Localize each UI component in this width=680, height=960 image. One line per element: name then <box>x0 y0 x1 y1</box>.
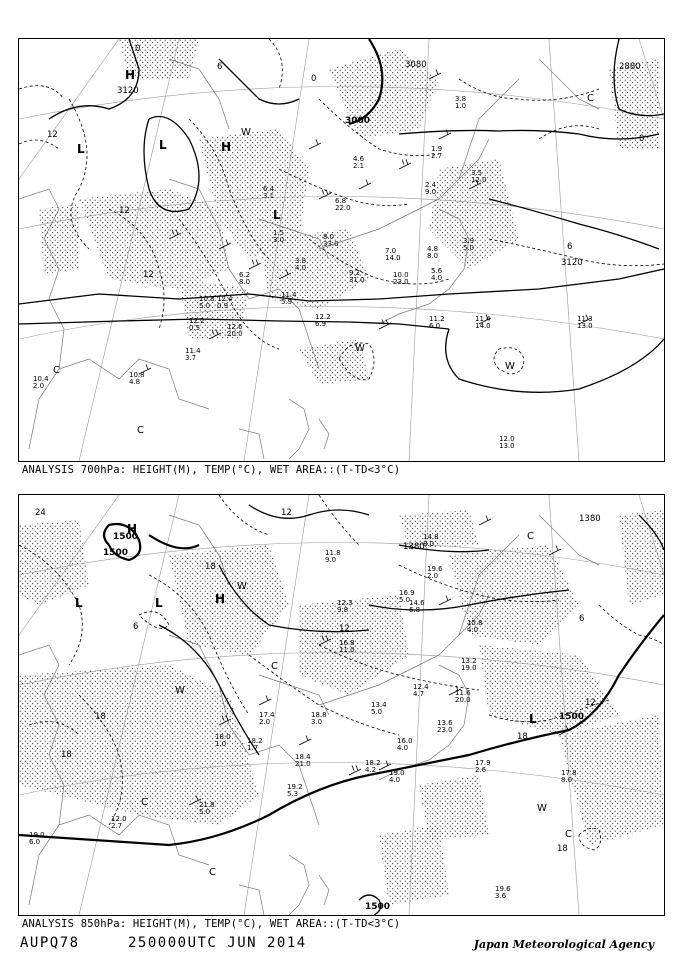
station-plot <box>455 95 466 110</box>
contour-label: 3000 <box>345 116 371 126</box>
station-temperature: 12.4 <box>413 683 429 691</box>
isotherm-label: 18 <box>95 712 106 722</box>
station-dewpoint-depression: 5.0 <box>199 808 211 816</box>
station-plot <box>371 701 387 716</box>
station-temperature: 2.4 <box>425 181 437 189</box>
station-plot <box>495 885 511 900</box>
station-temperature: 13.4 <box>371 701 387 709</box>
cold-center-marker: C <box>271 661 278 672</box>
isotherm-label: 18 <box>517 732 528 742</box>
station-temperature: 10.0 <box>393 271 409 279</box>
station-dewpoint-depression: 6.0 <box>29 838 41 846</box>
station-temperature: 16.0 <box>397 737 413 745</box>
station-dewpoint-depression: 5.0 <box>463 244 475 252</box>
analysis-700hpa-map <box>18 38 665 462</box>
station-plot <box>463 237 474 252</box>
station-dewpoint-depression: 1.0 <box>215 740 227 748</box>
panel-850hpa-caption: ANALYSIS 850hPa: HEIGHT(M), TEMP(°C), WET AREA::(T-TD<3°C) <box>22 918 401 930</box>
station-plot <box>455 689 471 704</box>
station-temperature: 6.4 <box>263 185 275 193</box>
station-temperature: 18.2 <box>247 737 263 745</box>
warm-center-marker: W <box>505 361 515 372</box>
station-temperature: 3.8 <box>455 95 467 103</box>
station-dewpoint-depression: 13.0 <box>577 322 593 330</box>
station-temperature: 19.0 <box>29 831 45 839</box>
station-dewpoint-depression: 2.0 <box>259 718 271 726</box>
high-pressure-marker: H <box>125 68 136 82</box>
station-dewpoint-depression: 5.9 <box>281 298 293 306</box>
station-plot <box>335 197 351 212</box>
station-dewpoint-depression: 3.6 <box>495 892 507 900</box>
station-dewpoint-depression: 8.0 <box>561 776 573 784</box>
station-dewpoint-depression: 4.0 <box>431 274 443 282</box>
station-dewpoint-depression: 1.7 <box>247 744 259 752</box>
station-dewpoint-depression: 6.9 <box>315 320 327 328</box>
station-dewpoint-depression: 2.0 <box>427 572 439 580</box>
station-temperature: 19.0 <box>389 769 405 777</box>
contour-label: 1500 <box>365 902 391 912</box>
station-plot <box>577 315 593 330</box>
station-plot <box>475 315 491 330</box>
analysis-850hpa-map <box>18 494 665 916</box>
station-plot <box>389 769 405 784</box>
station-dewpoint-depression: 4.0 <box>295 264 307 272</box>
station-dewpoint-depression: 4.0 <box>389 776 401 784</box>
station-temperature: 14.8 <box>423 533 439 541</box>
contour-label: 1500 <box>559 712 585 722</box>
station-dewpoint-depression: 6.0 <box>429 322 441 330</box>
station-dewpoint-depression: 2.0 <box>33 382 45 390</box>
station-plot <box>409 599 425 614</box>
station-temperature: 12.0 <box>499 435 515 443</box>
station-dewpoint-depression: 21.0 <box>295 760 311 768</box>
station-dewpoint-depression: 4.0 <box>467 626 479 634</box>
station-plot <box>437 719 453 734</box>
station-plot <box>365 759 381 774</box>
station-plot <box>295 257 306 272</box>
contour-label: 3120 <box>117 86 139 96</box>
station-dewpoint-depression: 14.0 <box>385 254 401 262</box>
station-dewpoint-depression: 0.5 <box>189 324 201 332</box>
station-dewpoint-depression: 2.7 <box>431 152 443 160</box>
contour-label: 1500 <box>113 532 139 542</box>
station-dewpoint-depression: 2.7 <box>111 822 123 830</box>
station-temperature: 1.5 <box>273 229 285 237</box>
station-dewpoint-depression: 8.0 <box>423 540 435 548</box>
warm-center-marker: W <box>537 803 547 814</box>
warm-center-marker: W <box>175 685 185 696</box>
low-pressure-marker: L <box>75 596 83 610</box>
station-dewpoint-depression: 8.0 <box>427 252 439 260</box>
station-dewpoint-depression: 1.0 <box>455 102 467 110</box>
station-temperature: 13.2 <box>461 657 477 665</box>
station-dewpoint-depression: 4.8 <box>129 378 141 386</box>
station-temperature: 9.2 <box>349 269 361 277</box>
station-temperature: 18.2 <box>365 759 381 767</box>
station-plot <box>431 267 443 282</box>
station-temperature: 12.6 <box>227 323 243 331</box>
station-temperature: 17.9 <box>475 759 491 767</box>
isotherm-label: 12 <box>143 270 154 280</box>
isotherm-label: 12 <box>119 206 130 216</box>
station-dewpoint-depression: 23.0 <box>437 726 453 734</box>
station-temperature: 12.2 <box>315 313 331 321</box>
map-850hpa-svg <box>19 495 664 915</box>
station-dewpoint-depression: 3.1 <box>263 192 275 200</box>
station-dewpoint-depression: 5.0 <box>399 596 411 604</box>
station-plot <box>393 271 409 286</box>
cold-center-marker: C <box>53 365 60 376</box>
station-temperature: 21.8 <box>199 801 215 809</box>
station-temperature: 10.8 <box>129 371 145 379</box>
station-plot <box>475 759 491 774</box>
station-temperature: 6.2 <box>239 271 251 279</box>
station-temperature: 3.8 <box>295 257 307 265</box>
station-temperature: 5.6 <box>431 267 443 275</box>
station-temperature: 11.3 <box>577 315 593 323</box>
cold-center-marker: C <box>565 829 572 840</box>
panel-700hpa-caption: ANALYSIS 700hPa: HEIGHT(M), TEMP(°C), WET AREA::(T-TD<3°C) <box>22 464 401 476</box>
station-temperature: 12.0 <box>111 815 127 823</box>
isotherm-label: 6 <box>567 242 573 252</box>
isotherm-label: 6 <box>217 62 223 72</box>
isotherm-label: 6 <box>579 614 585 624</box>
isotherm-label: 12 <box>281 508 292 518</box>
station-plot <box>425 181 437 196</box>
isotherm-label: 0 <box>311 74 317 84</box>
station-dewpoint-depression: 4.7 <box>413 690 425 698</box>
station-plot <box>461 657 477 672</box>
station-dewpoint-depression: 12.0 <box>471 176 487 184</box>
cold-center-marker: C <box>527 531 534 542</box>
station-plot <box>239 271 250 286</box>
low-pressure-marker: L <box>159 138 167 152</box>
warm-center-marker: W <box>241 127 251 138</box>
contour-label: 1380 <box>579 514 601 524</box>
station-temperature: 7.0 <box>385 247 397 255</box>
station-dewpoint-depression: 14.0 <box>475 322 491 330</box>
station-plot <box>287 783 303 798</box>
station-temperature: 11.4 <box>475 315 491 323</box>
contour-label: 3120 <box>561 258 583 268</box>
station-dewpoint-depression: 3.7 <box>185 354 197 362</box>
isotherm-label: 18 <box>205 562 216 572</box>
station-plot <box>315 313 331 328</box>
station-temperature: 12.4 <box>217 295 233 303</box>
station-dewpoint-depression: 31.0 <box>349 276 365 284</box>
station-dewpoint-depression: 9.8 <box>337 606 349 614</box>
station-temperature: 11.6 <box>455 689 471 697</box>
station-dewpoint-depression: 9.0 <box>325 556 337 564</box>
station-temperature: 11.4 <box>281 291 297 299</box>
station-temperature: 18.8 <box>311 711 327 719</box>
station-dewpoint-depression: 5.0 <box>199 302 211 310</box>
station-temperature: 11.2 <box>429 315 445 323</box>
low-pressure-marker: L <box>155 596 163 610</box>
cold-center-marker: C <box>209 867 216 878</box>
station-temperature: 13.6 <box>437 719 453 727</box>
station-temperature: 18.4 <box>295 753 311 761</box>
station-dewpoint-depression: 3.0 <box>273 236 285 244</box>
station-plot <box>397 737 413 752</box>
station-temperature: 19.6 <box>495 885 511 893</box>
station-temperature: 17.4 <box>259 711 275 719</box>
station-dewpoint-depression: 4.0 <box>397 744 409 752</box>
station-dewpoint-depression: 5.3 <box>287 790 299 798</box>
isotherm-label: 24 <box>35 508 46 518</box>
contour-label: 2880 <box>619 62 641 72</box>
station-temperature: 16.8 <box>339 639 355 647</box>
isotherm-label: 6 <box>133 622 139 632</box>
station-plot <box>353 155 365 170</box>
station-temperature: 19.2 <box>287 783 303 791</box>
isotherm-label: 0 <box>135 44 141 54</box>
station-dewpoint-depression: 20.0 <box>227 330 243 338</box>
isotherm-label: 12 <box>47 130 58 140</box>
contour-label: 1500 <box>103 548 129 558</box>
station-plot <box>427 565 443 580</box>
station-plot <box>29 831 45 846</box>
station-plot <box>263 185 275 200</box>
station-dewpoint-depression: 23.0 <box>393 278 409 286</box>
station-dewpoint-depression: 5.0 <box>371 708 383 716</box>
station-temperature: 3.5 <box>471 169 483 177</box>
station-temperature: 10.4 <box>33 375 49 383</box>
cold-center-marker: C <box>587 93 594 104</box>
station-dewpoint-depression: 2.1 <box>353 162 365 170</box>
station-temperature: 15.8 <box>467 619 483 627</box>
station-plot <box>273 229 284 244</box>
contour-label: 3080 <box>405 60 427 70</box>
high-pressure-marker: H <box>221 140 232 154</box>
station-temperature: 12.2 <box>189 317 205 325</box>
warm-center-marker: W <box>355 343 365 354</box>
station-dewpoint-depression: 9.0 <box>425 188 437 196</box>
low-pressure-marker: L <box>77 142 85 156</box>
station-temperature: 16.9 <box>399 589 415 597</box>
station-temperature: 11.4 <box>185 347 201 355</box>
chart-code: AUPQ78 <box>20 935 80 951</box>
contour-label: 1380 <box>403 542 425 552</box>
station-dewpoint-depression: 6.8 <box>409 606 421 614</box>
station-temperature: 18.0 <box>215 733 231 741</box>
station-plot <box>185 347 201 362</box>
station-dewpoint-depression: 22.0 <box>335 204 351 212</box>
isotherm-label: 12 <box>585 698 596 708</box>
high-pressure-marker: H <box>127 522 138 536</box>
station-plot <box>339 639 355 654</box>
isotherm-label: 0 <box>639 134 645 144</box>
station-plot <box>499 435 515 450</box>
station-plot <box>129 371 145 386</box>
station-plot <box>227 323 243 338</box>
station-dewpoint-depression: 20.0 <box>455 696 471 704</box>
low-pressure-marker: L <box>273 208 281 222</box>
station-plot <box>259 711 275 726</box>
cold-center-marker: C <box>137 425 144 436</box>
station-dewpoint-depression: 0.9 <box>217 302 229 310</box>
station-dewpoint-depression: 11.0 <box>339 646 355 654</box>
station-dewpoint-depression: 19.0 <box>461 664 477 672</box>
station-temperature: 4.8 <box>427 245 439 253</box>
station-temperature: 19.6 <box>427 565 443 573</box>
agency-name: Japan Meteorological Agency <box>473 938 654 951</box>
station-temperature: 3.9 <box>463 237 475 245</box>
station-plot <box>427 245 438 260</box>
station-temperature: 14.6 <box>409 599 425 607</box>
isotherm-label: 18 <box>557 844 568 854</box>
station-temperature: 4.6 <box>353 155 365 163</box>
map-700hpa-svg <box>19 39 664 461</box>
station-dewpoint-depression: 33.0 <box>323 240 339 248</box>
station-dewpoint-depression: 13.0 <box>499 442 515 450</box>
cold-center-marker: C <box>141 797 148 808</box>
station-plot <box>431 145 442 160</box>
station-plot <box>325 549 341 564</box>
station-temperature: 6.8 <box>335 197 347 205</box>
station-plot <box>311 711 327 726</box>
station-plot <box>385 247 401 262</box>
low-pressure-marker: L <box>529 712 537 726</box>
isotherm-label: 12 <box>339 624 350 634</box>
station-dewpoint-depression: 4.2 <box>365 766 377 774</box>
station-dewpoint-depression: 2.6 <box>475 766 487 774</box>
warm-center-marker: W <box>237 581 247 592</box>
station-plot <box>413 683 429 698</box>
station-temperature: 1.9 <box>431 145 443 153</box>
isotherm-label: 18 <box>61 750 72 760</box>
station-dewpoint-depression: 3.0 <box>311 718 323 726</box>
station-plot <box>111 815 127 830</box>
station-temperature: 10.8 <box>199 295 215 303</box>
high-pressure-marker: H <box>215 592 226 606</box>
station-plot <box>295 753 311 768</box>
station-temperature: 8.0 <box>323 233 335 241</box>
station-temperature: 17.8 <box>561 769 577 777</box>
station-plot <box>247 737 263 752</box>
station-temperature: 11.8 <box>325 549 341 557</box>
station-dewpoint-depression: 8.0 <box>239 278 251 286</box>
valid-time: 250000UTC JUN 2014 <box>128 935 307 951</box>
station-temperature: 12.3 <box>337 599 353 607</box>
